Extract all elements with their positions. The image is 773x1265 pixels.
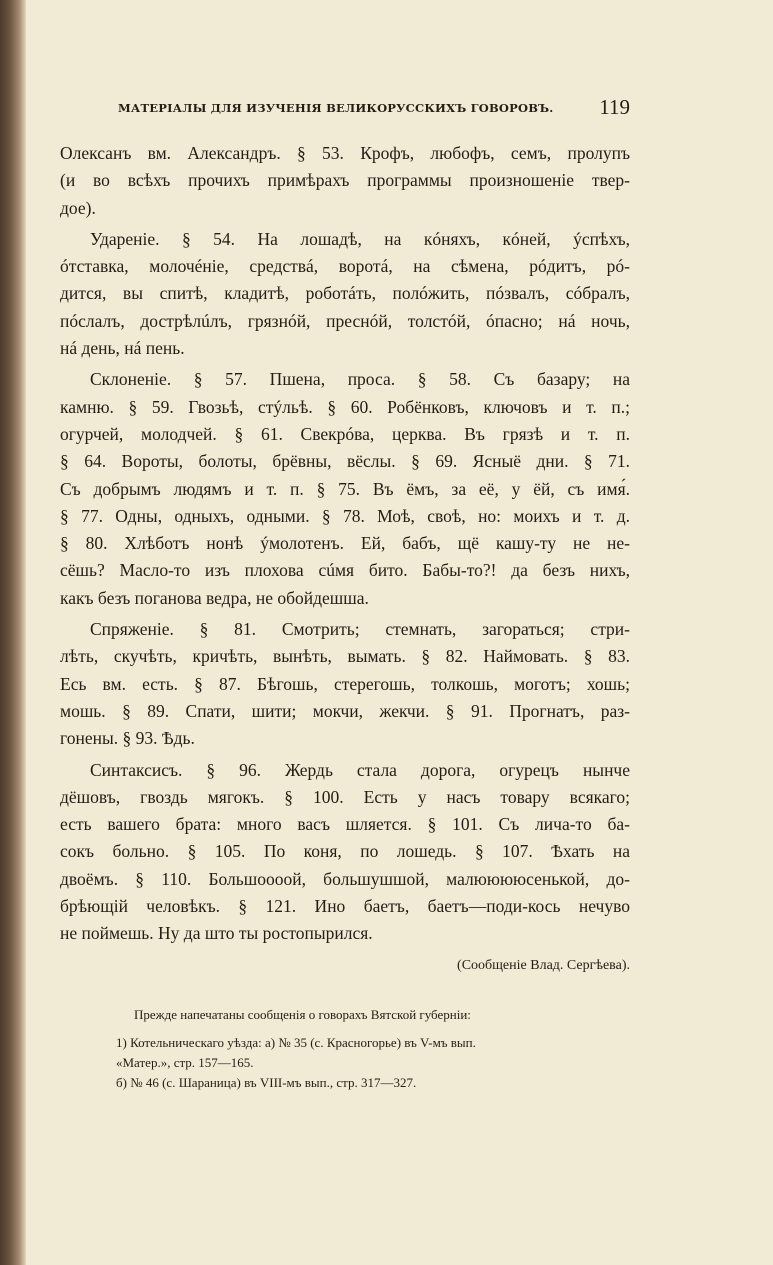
text-line: Удареніе. § 54. На лошадѣ, на кóняхъ, кóней, ýспѣхъ, [90, 228, 630, 249]
footnote-line: б) № 46 (с. Шараница) въ VIII-мъ вып., стр. 317—327. [116, 1075, 417, 1090]
text-line: Спряженіе. § 81. Смотрить; стемнать, загораться; стри- [90, 619, 630, 640]
paragraph-declension [60, 366, 630, 612]
text-line: сёшь? Масло-то изъ плохова сúмя бито. Бабы-то?! да безъ нихъ, [60, 560, 630, 581]
page-number: 119 [599, 95, 630, 119]
text-line: пóслалъ, дострѣлúлъ, грязнóй, преснóй, толстóй, óпасно; нá ночь, [60, 310, 630, 331]
text-line: лѣть, скучѣть, кричѣть, вынѣть, вымать. § 82. Наймовать. § 83. [60, 646, 630, 667]
text-line: (и во всѣхъ прочихъ примѣрахъ программы произношеніе твер- [60, 170, 630, 191]
footnote-intro: Прежде напечатаны сообщенія о говорахъ Вятской губерніи: [134, 1007, 471, 1022]
author-signature: (Сообщеніе Влад. Сергѣева). [457, 958, 630, 973]
footnote-line: 1) Котельническаго уѣзда: а) № 35 (с. Красногорье) въ V-мъ вып. [116, 1035, 476, 1050]
text-line: есть вашего брата: много васъ шляется. § 101. Съ лича-то ба- [60, 814, 630, 835]
running-header [118, 95, 630, 121]
text-line: двоёмъ. § 110. Большоооой, большушшой, малююююсенькой, до- [60, 868, 630, 889]
text-line: дое). [60, 197, 96, 218]
text-line: óтставка, молочéніе, средствá, воротá, на сѣмена, рóдитъ, рó- [60, 256, 630, 277]
text-line: дится, вы спитѣ, кладитѣ, роботáть, полóжить, пóзвалъ, сóбралъ, [60, 283, 630, 304]
text-line: Синтаксисъ. § 96. Жердь стала дорога, огурецъ нынче [90, 759, 630, 780]
paragraph-syntax [60, 757, 630, 948]
body-text [60, 140, 630, 948]
text-line: какъ безъ поганова ведра, не обойдешша. [60, 587, 369, 608]
text-line: § 77. Одны, одныхъ, одными. § 78. Моѣ, своѣ, но: моихъ и т. д. [60, 505, 630, 526]
footnote-line: «Матер.», стр. 157—165. [116, 1055, 254, 1070]
text-line: Олексанъ вм. Александръ. § 53. Крофъ, любофъ, семъ, пролупъ [60, 143, 630, 163]
text-line: нá день, нá пень. [60, 338, 185, 359]
text-line: камню. § 59. Гвозьѣ, стýльѣ. § 60. Робёнковъ, ключовъ и т. п.; [60, 396, 630, 417]
paragraph-conjugation [60, 616, 630, 752]
book-spine-shadow [0, 0, 26, 1265]
paragraph-stress [60, 226, 630, 362]
text-line: Склоненіе. § 57. Пшена, проса. § 58. Съ базару; на [90, 369, 630, 390]
text-line: мошь. § 89. Спати, шити; мокчи, жекчи. § 91. Прогнатъ, раз- [60, 700, 630, 721]
text-line: не поймешь. Ну да што ты ростопырился. [60, 923, 373, 944]
text-line: брѣющій человѣкъ. § 121. Ино баетъ, баетъ—поди-кось нечуво [60, 896, 630, 917]
text-line: Съ добрымъ людямъ и т. п. § 75. Въ ёмъ, за её, у ёй, съ имя́. [60, 478, 630, 499]
text-line: сокъ больно. § 105. По коня, по лошедь. § 107. Ѣхать на [60, 841, 630, 862]
text-line: гонены. § 93. Ѣдь. [60, 728, 195, 749]
paragraph-intro [60, 140, 630, 222]
text-line: огурчей, молодчей. § 61. Свекрóва, церква. Въ грязѣ и т. п. [60, 423, 630, 444]
text-line: § 64. Вороты, болоты, брёвны, вёслы. § 69. Ясныё дни. § 71. [60, 451, 630, 472]
running-title: МАТЕРІАЛЫ ДЛЯ ИЗУЧЕНІЯ ВЕЛИКОРУССКИХЪ ГОВОРОВЪ. [118, 101, 554, 115]
text-line: дёшовъ, гвоздь мягокъ. § 100. Есть у насъ товару всякаго; [60, 786, 630, 807]
text-line: Есь вм. есть. § 87. Бѣгошь, стерегошь, толкошь, моготъ; хошь; [60, 673, 630, 694]
text-line: § 80. Хлѣботъ нонѣ ýмолотенъ. Ей, бабъ, щё кашу-ту не не- [60, 533, 630, 554]
